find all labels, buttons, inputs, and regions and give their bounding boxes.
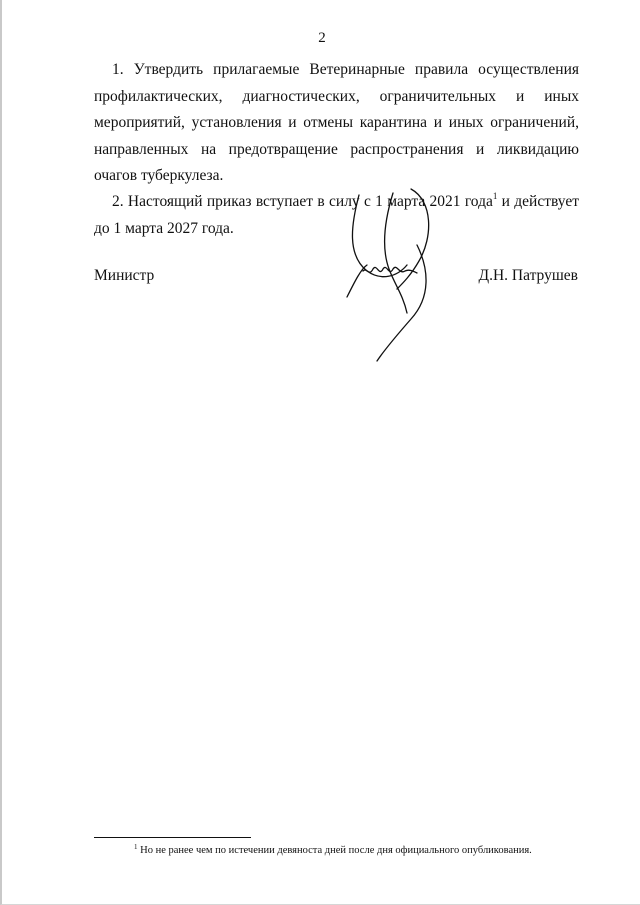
signature-stroke-3: [397, 189, 429, 289]
signature-stroke-2: [385, 193, 407, 313]
paragraph-item-1: 1. Утвердить прилагаемые Ветеринарные правила осуществления профилактических, диагностических, ограничительных и иных мероприятий, установления и отмены карантина и иных ограничений, направленных на предотвращение распространения и ликвидацию очагов туберкулеза.: [94, 61, 579, 184]
footnote: [134, 845, 532, 856]
handwritten-signature: [337, 185, 447, 365]
footnote-marker: 1: [134, 843, 138, 851]
footnote-text: Но не ранее чем по истечении девяноста дней после дня официального опубликования.: [137, 845, 532, 856]
footnote-reference: 1: [492, 191, 498, 201]
signatory-title: Министр: [94, 267, 155, 284]
footnote-divider: [94, 837, 251, 838]
signatory-name: Д.Н. Патрушев: [478, 267, 578, 284]
page-number: 2: [318, 30, 326, 46]
paragraph-item-2-tail: и действует до 1 марта 2027 года.: [94, 193, 579, 237]
signature-stroke-1: [352, 195, 407, 277]
paragraph-item-2-text: 2. Настоящий приказ вступает в силу с 1 марта 2021 года: [112, 193, 493, 210]
